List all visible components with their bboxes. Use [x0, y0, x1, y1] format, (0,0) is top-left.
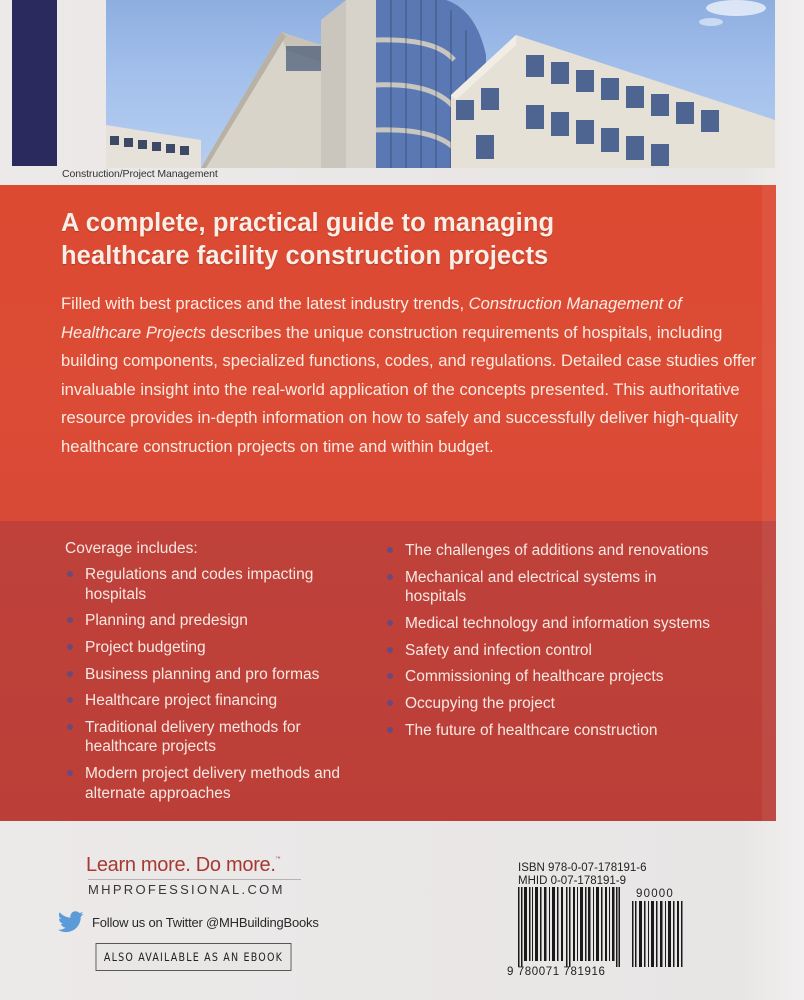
- category-label: Construction/Project Management: [62, 168, 218, 180]
- description-paragraph: [61, 290, 761, 461]
- coverage-item: Business planning and pro formas: [66, 665, 366, 685]
- coverage-list-left: [66, 565, 366, 810]
- bullet-icon: [67, 671, 73, 677]
- bullet-icon: [67, 644, 73, 650]
- trademark-symbol: ™: [275, 856, 281, 862]
- twitter-follow[interactable]: [58, 911, 319, 933]
- publisher-tagline: Learn more. Do more.™: [86, 854, 281, 876]
- price-addon-code: 90000: [636, 888, 674, 900]
- coverage-item: Commissioning of healthcare projects: [386, 667, 716, 687]
- isbn-barcode: [518, 887, 620, 967]
- bullet-icon: [387, 547, 393, 553]
- navy-stripe: [12, 0, 57, 166]
- mhid-number: MHID 0-07-178191-9: [518, 874, 627, 887]
- description-rest: describes the unique construction requirements of hospitals, including building components, specialized functions, codes, and regulations. Detailed case studies offer invaluable insight into the real-world application of the concepts presented. This authoritative resource provides in-depth information on how to safely and successfully deliver high-quality healthcare construction projects on time and within budget.: [61, 322, 757, 456]
- bullet-icon: [387, 727, 393, 733]
- coverage-item: Planning and predesign: [66, 611, 366, 631]
- headline-line-2: healthcare facility construction projects: [61, 242, 549, 270]
- twitter-handle-text: Follow us on Twitter @MHBuildingBooks: [92, 914, 319, 930]
- barcode-digits: 9 780071 781916: [507, 966, 606, 978]
- ebook-availability-badge: ALSO AVAILABLE AS AN EBOOK: [96, 943, 292, 971]
- bullet-icon: [67, 724, 73, 730]
- bullet-icon: [387, 620, 393, 626]
- coverage-item: Healthcare project financing: [66, 691, 366, 711]
- addon-barcode: [632, 901, 683, 967]
- coverage-item: Mechanical and electrical systems in hospitals: [386, 568, 716, 607]
- isbn-number: ISBN 978-0-07-178191-6: [518, 862, 647, 874]
- coverage-item: Regulations and codes impacting hospitals: [66, 565, 366, 604]
- twitter-bird-icon: [58, 911, 84, 933]
- divider: [88, 879, 301, 880]
- coverage-list-right: [386, 541, 716, 747]
- building-photo: [106, 0, 775, 168]
- coverage-item: Traditional delivery methods for healthcare projects: [66, 718, 366, 757]
- bullet-icon: [387, 673, 393, 679]
- coverage-item: Safety and infection control: [386, 641, 716, 661]
- coverage-item: Occupying the project: [386, 694, 716, 714]
- bullet-icon: [387, 700, 393, 706]
- bullet-icon: [67, 571, 73, 577]
- red-panel-edge: [762, 185, 776, 821]
- bullet-icon: [67, 697, 73, 703]
- headline-line-1: A complete, practical guide to managing: [61, 209, 555, 237]
- book-title: Construction Management of Healthcare Projects: [61, 294, 682, 342]
- description-intro: Filled with best practices and the latest industry trends,: [61, 294, 469, 313]
- coverage-item: Modern project delivery methods and alternate approaches: [66, 764, 366, 803]
- headline: [61, 207, 751, 273]
- isbn-block: [518, 862, 647, 887]
- coverage-item: Medical technology and information systems: [386, 614, 716, 634]
- bullet-icon: [67, 770, 73, 776]
- coverage-item: Project budgeting: [66, 638, 366, 658]
- publisher-website[interactable]: MHPROFESSIONAL.COM: [88, 882, 285, 897]
- coverage-item: The challenges of additions and renovations: [386, 541, 716, 561]
- bullet-icon: [387, 647, 393, 653]
- coverage-item: The future of healthcare construction: [386, 721, 716, 741]
- bullet-icon: [67, 617, 73, 623]
- coverage-title: Coverage includes:: [65, 540, 198, 557]
- bullet-icon: [387, 574, 393, 580]
